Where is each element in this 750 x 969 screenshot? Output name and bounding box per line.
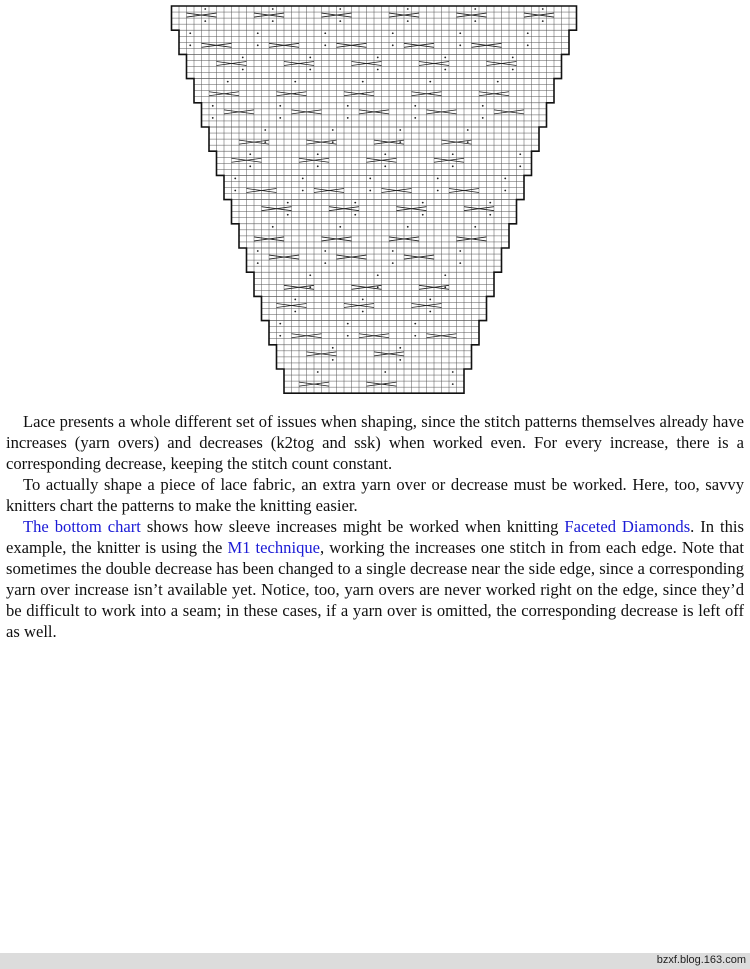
body-text xyxy=(6,411,744,642)
faceted-diamonds-link[interactable]: Faceted Diamonds xyxy=(564,517,691,536)
paragraph-3-text-1: shows how sleeve increases might be worked when knitting xyxy=(140,517,565,536)
paragraph-2: To actually shape a piece of lace fabric, an extra yarn over or decrease must be worked. Here, too, savvy knitters chart the patterns to make the knitting easier. xyxy=(6,475,744,515)
sleeve-lace-chart-svg xyxy=(160,0,590,400)
paragraph-3 xyxy=(6,516,744,642)
m1-technique-link[interactable]: M1 technique xyxy=(227,538,321,557)
paragraph-3-text-3: , working the increases one stitch in from each edge. Note that sometimes the double decrease has been changed to a single decrease near the side edge, since a corresponding yarn over increase isn’t available yet. Notice, too, yarn overs are never worked right on the edge, since they’d be difficult to work into a seam; in these cases, if a yarn over is omitted, the corresponding decrease is left off as well. xyxy=(6,538,744,641)
watermark-text: bzxf.blog.163.com xyxy=(656,954,746,966)
knitting-chart xyxy=(160,0,590,400)
chart-symbols xyxy=(187,8,555,386)
footer-bar xyxy=(0,953,750,969)
paragraph-3-text-2: . In this example, the knitter is using the xyxy=(6,517,744,557)
paragraph-1: Lace presents a whole different set of issues when shaping, since the stitch patterns themselves already have increases (yarn overs) and decreases (k2tog and ssk) when worked even. For every increase, there is a corresponding decrease, keeping the stitch count constant. xyxy=(6,412,744,473)
bottom-chart-link[interactable]: The bottom chart xyxy=(23,517,141,536)
